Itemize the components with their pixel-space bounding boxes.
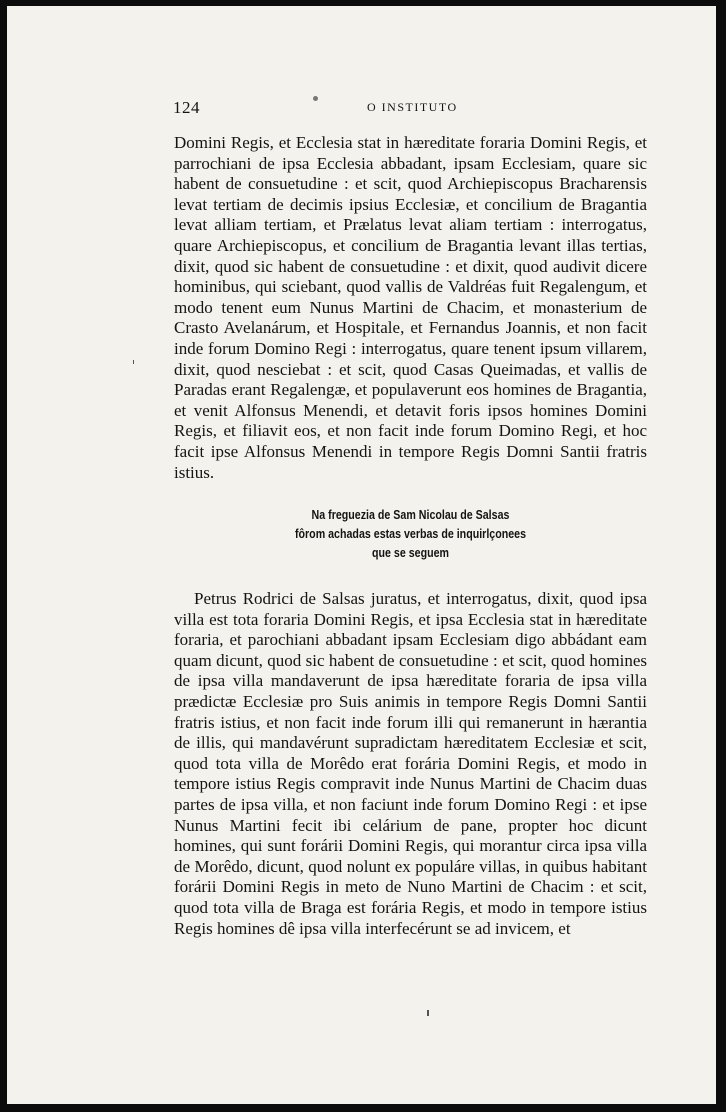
section-heading-line-2: fôrom achadas estas verbas de inquirlçonees [294,526,527,542]
ink-speck [427,1010,429,1016]
paragraph-1: Domini Regis, et Ecclesia stat in hæreditate foraria Domini Regis, et parrochiani de ipsa Ecclesia abbadant, ipsam Ecclesiam, quare sic habent de consuetudine : et scit, quod Archiepiscopus Bracharensis levat tertiam de decimis ipsius Ecclesiæ, et concilium de Bragantia levat alliam tertiam, et Prælatus levat aliam tertiam : interrogatus, quare Archiepiscopus, et concilium de Bragantia levant illas tertias, dixit, quod sic habent de consuetudine : et dixit, quod audivit dicere hominibus, qui sciebant, quod vallis de Valdréas fuit Regalengum, et modo tenent eum Nunus Martini de Chacim, et monasterium de Crasto Avelanárum, et Hospitale, et Fernandus Joannis, et non facit inde forum Domino Regi : interrogatus, quare tenent ipsum villarem, dixit, quod nesciebat : et scit, quod Casas Queimadas, et vallis de Paradas erant Regalengæ, et populaverunt eos homines de Bragantia, et venit Alfonsus Menendi, et detavit foris ipsos homines Domini Regis, et filiavit eos, et non facit inde forum Domino Regi, et hoc facit ipse Alfonsus Menendi in tempore Regis Domni Santii fratris istius. [174,133,647,482]
section-heading-line-1: Na freguezia de Sam Nicolau de Salsas [311,507,510,523]
ink-speck [133,360,134,364]
page-body [174,133,647,939]
paragraph-2: Petrus Rodrici de Salsas juratus, et interrogatus, dixit, quod ipsa villa est tota foraria Domini Regis, et ipsa Ecclesia stat in hæreditate foraria, et parochiani abbadant ipsam Ecclesiam digo abbádant eam quam dicunt, quod sic habent de consuetudine : et scit, quod homines de ipsa villa mandaverunt de ipsa hæreditate foraria de ipsa villa prædictæ Ecclesiæ pro Suis animis in tempore Regis Domni Santii fratris istius, et non facit inde forum illi qui remanerunt in hærantia de illis, qui mandavérunt supradictam hæreditatem Ecclesiæ et scit, quod tota villa de Morêdo erat forária Domini Regis, et modo in tempore istius Regis compravit inde Nunus Martini de Chacim duas partes de ipsa villa, et non faciunt inde forum Domino Regi : et ipse Nunus Martini fecit ibi celárium de pane, propter hoc dicunt homines, qui sunt forárii Domini Regis, qui morantur circa ipsa villa de Morêdo, dicunt, quod nolunt ex populáre villas, in quibus habitant forárii Domini Regis in meto de Nuno Martini de Chacim : et scit, quod tota villa de Braga est forária Regis, et modo in tempore istius Regis homines dê ipsa villa interfecérunt se ad invicem, et [174,589,647,938]
section-heading [217,505,605,562]
page-number: 124 [173,98,200,117]
page-header [167,98,637,118]
running-head: O INSTITUTO [367,100,458,114]
section-heading-line-3: que se seguem [371,545,450,561]
